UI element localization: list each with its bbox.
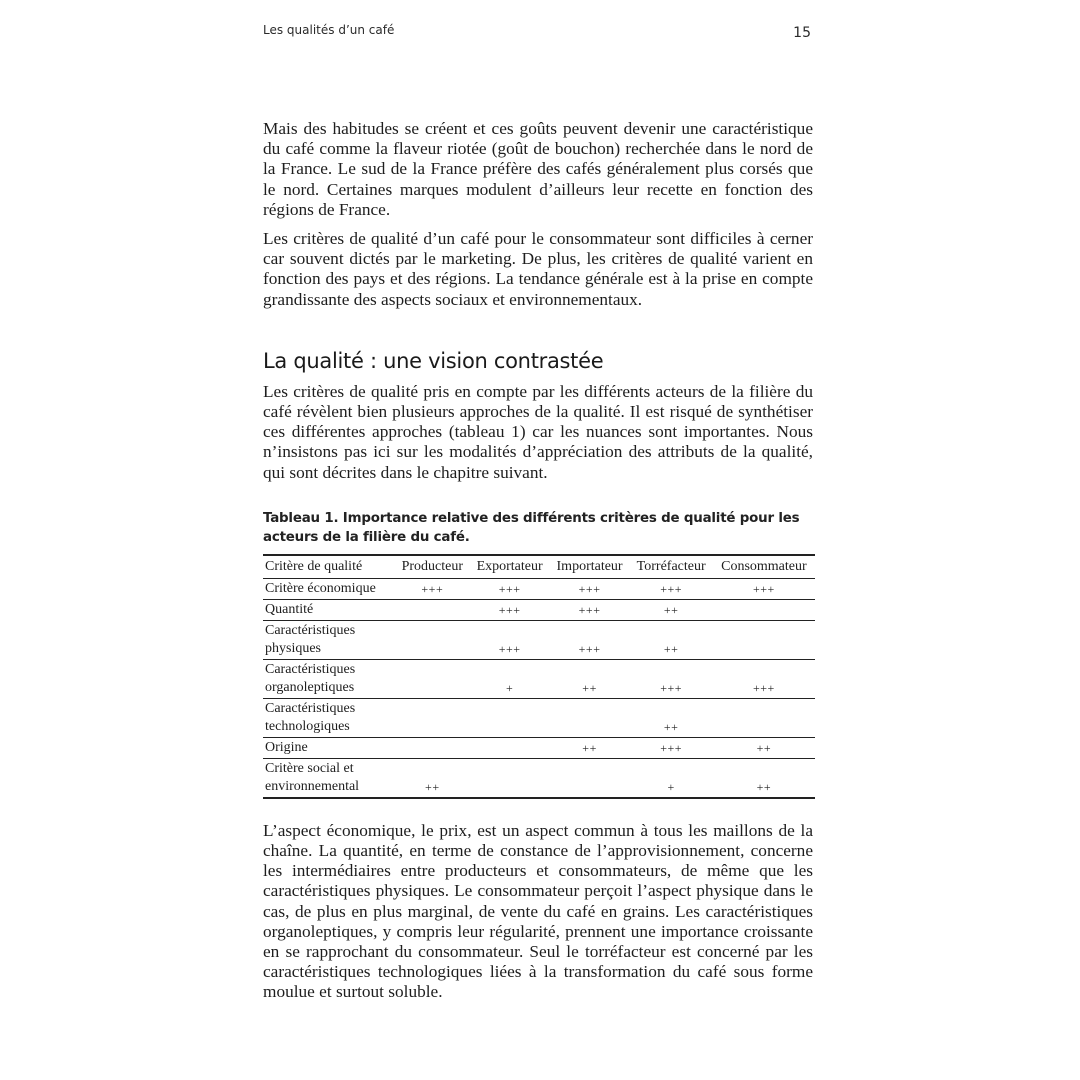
importance-cell: ++ [630,698,713,737]
importance-cell: ++ [395,758,470,798]
paragraph: L’aspect économique, le prix, est un aspect commun à tous les maillons de la chaîne. La quantité, en terme de constance de l’approvisionnement, concerne les intermédiaires entre producteurs et consommateurs, de même que les caractéristiques physiques. Le consommateur perçoit l’aspect physique dans le cas, de plus en plus marginal, de vente du café en grains. Les caractéristiques organoleptiques, y compris leur régularité, prennent une importance croissante en se rapprochant du consommateur. Seul le torréfacteur est concerné par les caractéristiques technologiques liées à la transformation du café sous forme moulue et surtout soluble. [263,820,813,1002]
criterion-label: Critère social et [265,760,354,776]
importance-cell [550,758,630,798]
importance-cell: + [630,758,713,798]
importance-cell: + [470,659,550,698]
criterion-label: Caractéristiques [265,622,356,638]
criterion-cell [263,698,395,737]
document-page [263,20,813,1003]
table-body [263,578,815,798]
quality-criteria-table [263,554,815,799]
column-header: Importateur [550,555,630,579]
importance-cell: ++ [713,758,815,798]
importance-cell: +++ [550,578,630,599]
importance-cell: +++ [713,659,815,698]
criterion-cell [263,620,395,659]
paragraph: Les critères de qualité d’un café pour le consommateur sont difficiles à cerner car souvent dictés par le marketing. De plus, les critères de qualité varient en fonction des pays et des régions. La tendance générale est à la prise en compte grandissante des aspects sociaux et environnementaux. [263,229,813,309]
criterion-label: Caractéristiques [265,700,356,716]
running-header [263,20,813,50]
importance-cell: +++ [630,578,713,599]
paragraph: Les critères de qualité pris en compte par les différents acteurs de la filière du café révèlent bien plusieurs approches de la qualité. Il est risqué de synthétiser ces différentes approches (tableau 1) car les nuances sont importantes. Nous n’insistons pas ici sur les modalités d’appréciation des attributs de la qualité, qui sont décrites dans le chapitre suivant. [263,381,813,482]
criterion-label: Caractéristiques [265,661,356,677]
importance-cell: ++ [550,659,630,698]
importance-cell: ++ [630,599,713,620]
importance-cell: +++ [470,620,550,659]
importance-cell [470,737,550,758]
importance-cell [713,599,815,620]
table-row [263,758,815,798]
importance-cell [395,599,470,620]
importance-cell [713,620,815,659]
importance-cell [395,659,470,698]
importance-cell [470,758,550,798]
importance-cell: ++ [713,737,815,758]
criterion-cell [263,758,395,798]
column-header: Consommateur [713,555,815,579]
importance-cell: +++ [550,599,630,620]
criterion-cell [263,737,395,758]
column-header: Producteur [395,555,470,579]
importance-cell [395,698,470,737]
importance-cell [713,698,815,737]
table-row [263,578,815,599]
table-row [263,659,815,698]
importance-cell: +++ [395,578,470,599]
importance-cell: ++ [550,737,630,758]
criterion-cell [263,599,395,620]
criterion-label: Critère économique [265,580,376,596]
running-title: Les qualités d’un café [263,23,395,37]
table-row [263,698,815,737]
criterion-label-continued: physiques [265,640,321,656]
importance-cell [395,620,470,659]
importance-cell: +++ [470,599,550,620]
criterion-label-continued: organoleptiques [265,679,355,695]
importance-cell: +++ [550,620,630,659]
paragraph: Mais des habitudes se créent et ces goûts peuvent devenir une caractéristique du café comme la flaveur riotée (goût de bouchon) recherchée dans le nord de la France. Le sud de la France préfère des cafés généralement plus corsés que le nord. Certaines marques modulent d’ailleurs leur recette en fonction des régions de France. [263,119,813,219]
importance-cell [550,698,630,737]
criterion-label: Origine [265,739,308,755]
importance-cell: +++ [713,578,815,599]
importance-cell [395,737,470,758]
importance-cell [470,698,550,737]
criterion-cell [263,659,395,698]
criterion-label-continued: technologiques [265,718,350,734]
criterion-label: Quantité [265,601,314,617]
importance-cell: +++ [470,578,550,599]
table-header-row [263,555,815,579]
table-row [263,620,815,659]
column-header: Torréfacteur [630,555,713,579]
importance-cell: ++ [630,620,713,659]
table-caption: Tableau 1. Importance relative des différents critères de qualité pour les acteurs de la filière du café. [263,510,800,545]
criterion-cell [263,578,395,599]
column-header: Critère de qualité [263,555,395,579]
column-header: Exportateur [470,555,550,579]
criterion-label-continued: environnemental [265,778,360,794]
importance-cell: +++ [630,737,713,758]
section-heading: La qualité : une vision contrastée [263,348,604,373]
page-number: 15 [793,25,811,41]
table-row [263,737,815,758]
importance-cell: +++ [630,659,713,698]
table-row [263,599,815,620]
